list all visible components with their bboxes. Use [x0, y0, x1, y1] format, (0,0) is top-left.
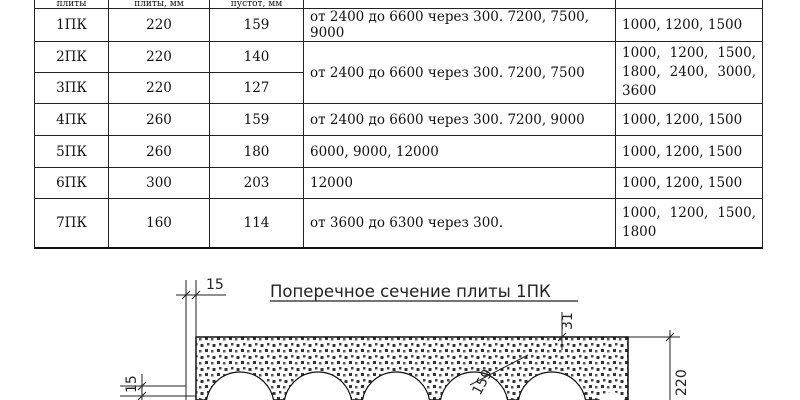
cell-mark: 1ПК	[35, 9, 109, 42]
cell-void: 127	[210, 73, 304, 104]
cell-height: 300	[109, 168, 210, 199]
table-row	[35, 104, 763, 136]
cell-height: 160	[109, 199, 210, 249]
dim-top-offset: 15	[206, 277, 224, 293]
cell-mark: 7ПК	[35, 199, 109, 249]
table-row	[35, 42, 763, 73]
table-row	[35, 168, 763, 199]
slab-spec-table	[34, 0, 763, 249]
cell-void: 180	[210, 136, 304, 168]
dim-height: 220	[674, 369, 690, 396]
cell-void: 114	[210, 199, 304, 249]
cell-mark: 5ПК	[35, 136, 109, 168]
cell-mark: 4ПК	[35, 104, 109, 136]
cell-lengths: от 2400 до 6600 через 300. 7200, 9000	[304, 104, 616, 136]
header-void: пустот, мм	[210, 0, 304, 9]
cell-mark: 3ПК	[35, 73, 109, 104]
cell-mark: 6ПК	[35, 168, 109, 199]
cell-widths: 1000, 1200, 1500	[616, 136, 763, 168]
header-widths	[616, 0, 763, 9]
cell-lengths: 12000	[304, 168, 616, 199]
dim-top-layer: 31	[560, 312, 576, 330]
cell-lengths: от 2400 до 6600 через 300. 7200, 7500	[304, 42, 616, 104]
cell-lengths: от 2400 до 6600 через 300. 7200, 7500, 9000	[304, 9, 616, 42]
cell-mark: 2ПК	[35, 42, 109, 73]
cell-widths: 1000, 1200, 1500	[616, 104, 763, 136]
cell-lengths: от 3600 до 6300 через 300.	[304, 199, 616, 249]
table-row	[35, 136, 763, 168]
cell-height: 260	[109, 136, 210, 168]
cell-widths: 1000, 1200, 1500	[616, 168, 763, 199]
cell-height: 220	[109, 73, 210, 104]
header-height: плиты, мм	[109, 0, 210, 9]
dim-side-offset: 15	[124, 375, 140, 393]
slab-section	[196, 337, 628, 400]
cell-widths: 1000, 1200, 1500, 1800	[616, 199, 763, 249]
cell-lengths: 6000, 9000, 12000	[304, 136, 616, 168]
header-lengths	[304, 0, 616, 9]
cell-void: 140	[210, 42, 304, 73]
cell-void: 159	[210, 9, 304, 42]
cell-widths: 1000, 1200, 1500	[616, 9, 763, 42]
drawing-title: Поперечное сечение плиты 1ПК	[270, 282, 551, 301]
cell-height: 220	[109, 42, 210, 73]
cell-widths: 1000, 1200, 1500, 1800, 2400, 3000, 3600	[616, 42, 763, 104]
table-header-row	[35, 0, 763, 9]
dim-void-diameter: 159	[469, 366, 497, 398]
cell-void: 159	[210, 104, 304, 136]
table-row	[35, 199, 763, 249]
cell-height: 260	[109, 104, 210, 136]
header-mark: плиты	[35, 0, 109, 9]
cell-void: 203	[210, 168, 304, 199]
table-row	[35, 9, 763, 42]
cross-section-drawing	[0, 262, 800, 400]
cell-height: 220	[109, 9, 210, 42]
